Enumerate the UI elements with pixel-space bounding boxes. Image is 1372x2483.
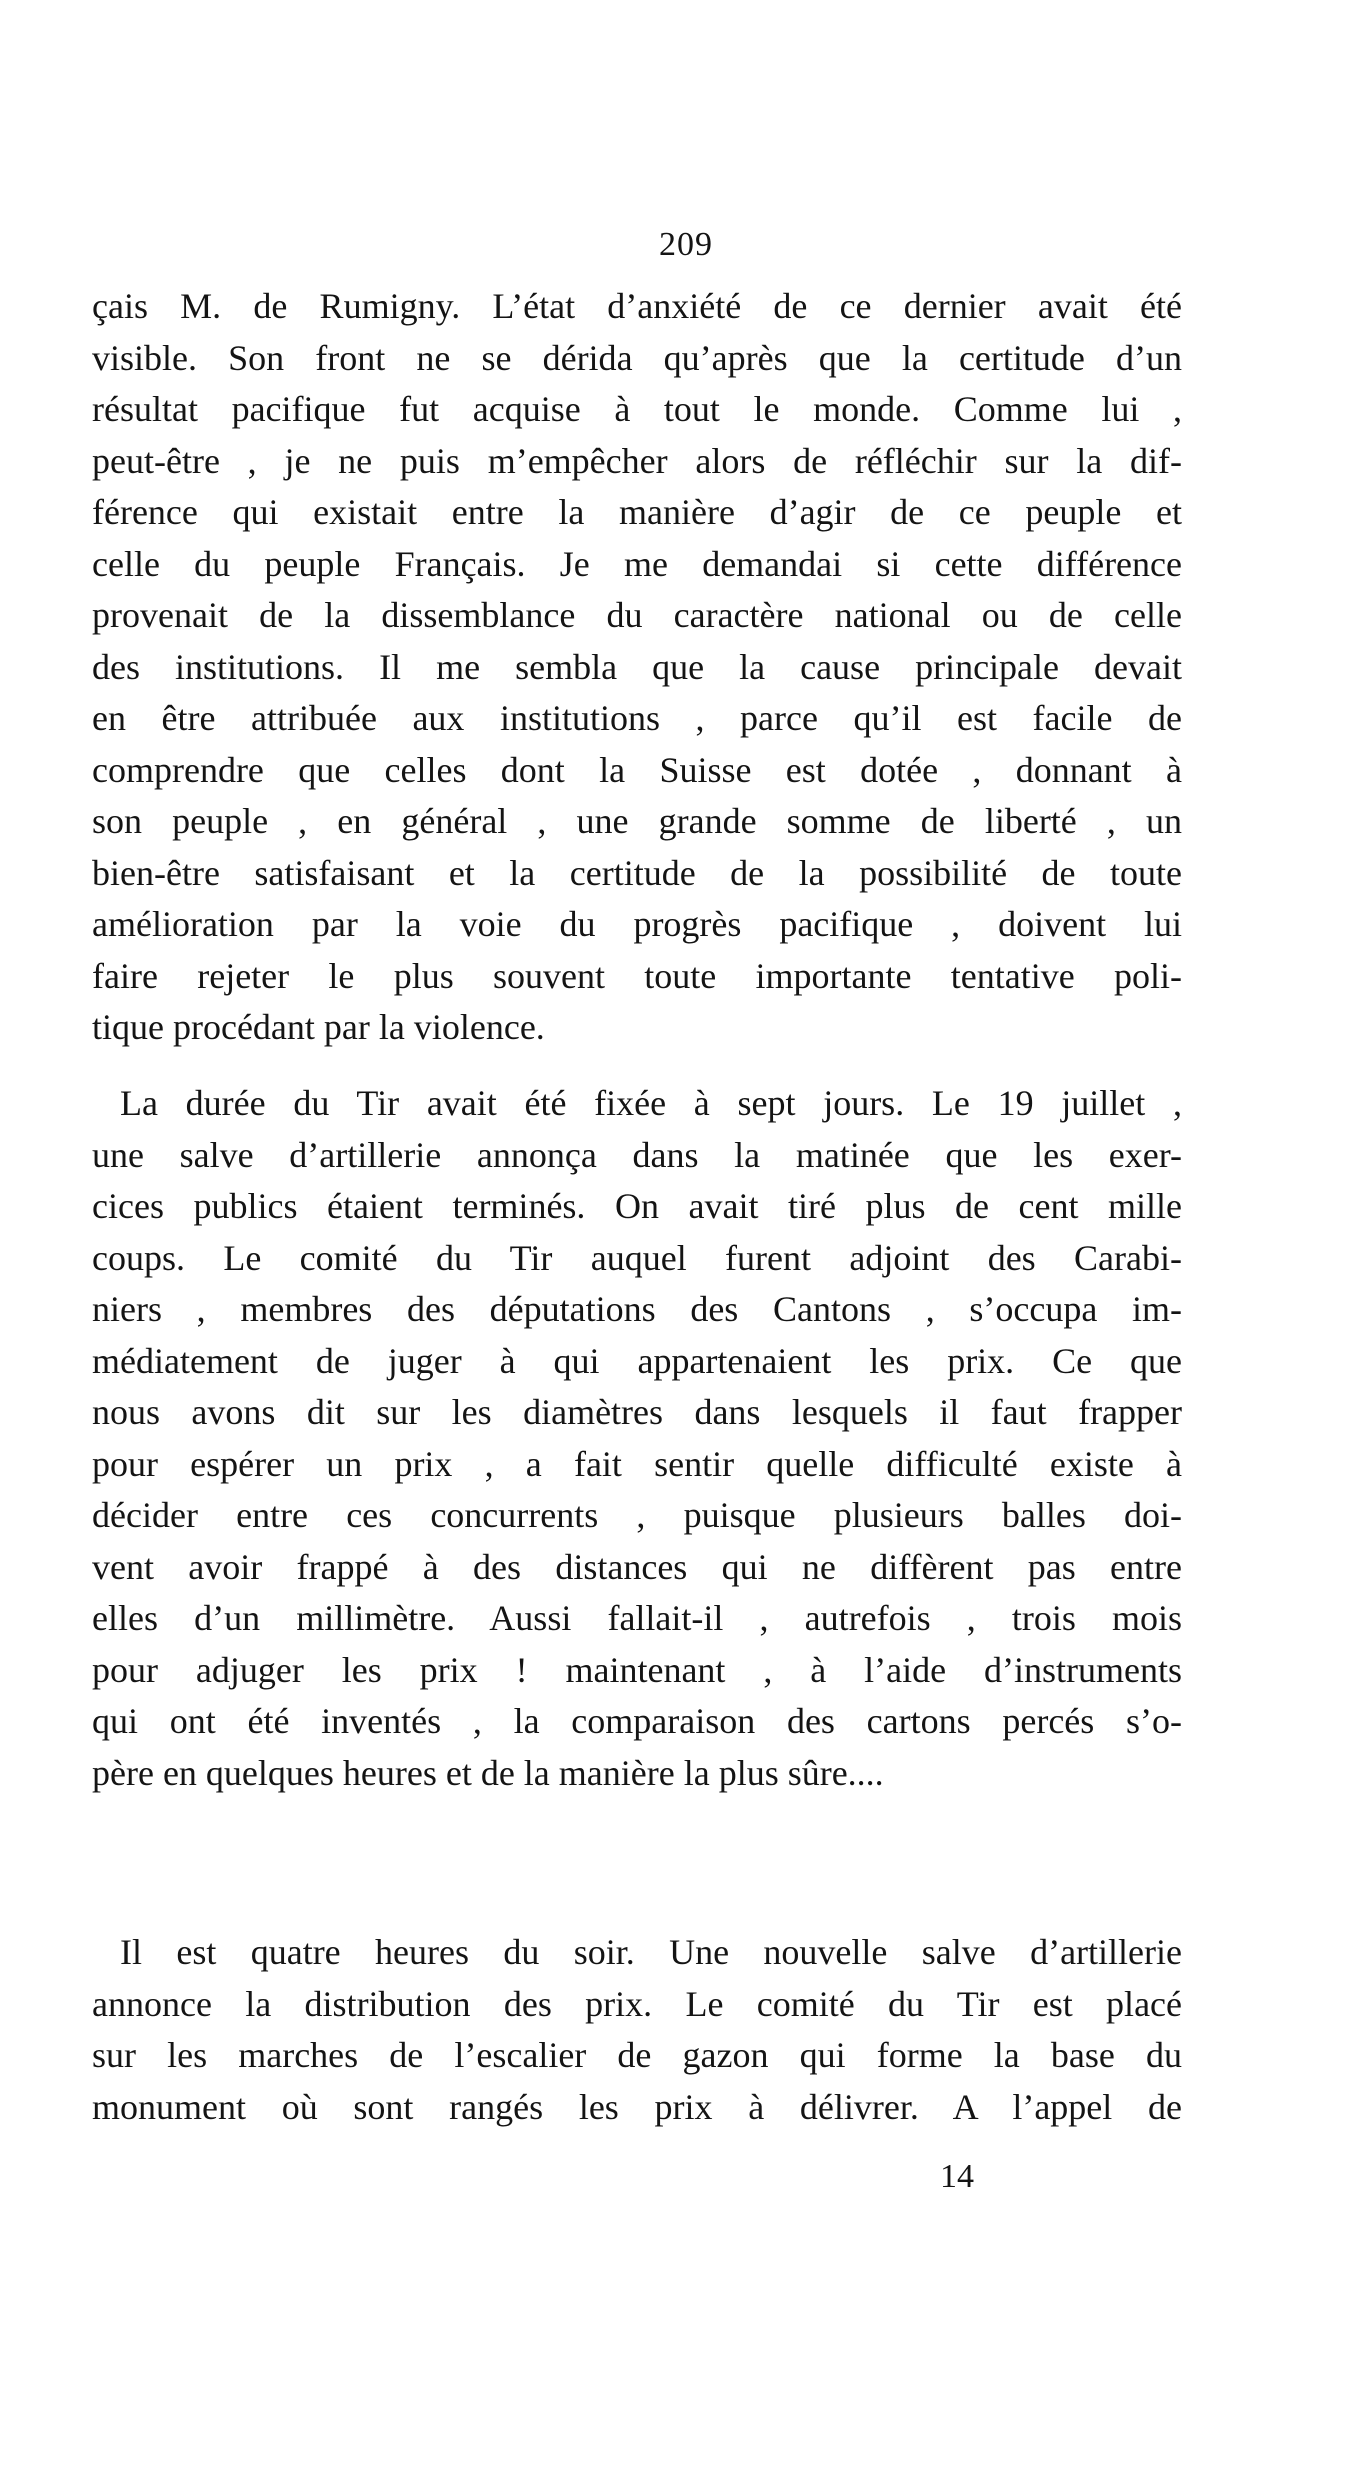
text-line: provenait de la dissemblance du caractère national ou de celle	[92, 595, 1182, 635]
text-line: vent avoir frappé à des distances qui ne diffèrent pas entre	[92, 1546, 1182, 1587]
page-number: 209	[659, 226, 713, 263]
text-line: une salve d’artillerie annonça dans la matinée que les exer-	[92, 1134, 1182, 1175]
text-line: elles d’un millimètre. Aussi fallait-il , autrefois , trois mois	[92, 1598, 1182, 1638]
text-line: qui ont été inventés , la comparaison des cartons percés s’o-	[92, 1701, 1182, 1741]
text-line: visible. Son front ne se dérida qu’après que la certitude d’un	[92, 337, 1182, 378]
text-line: férence qui existait entre la manière d’agir de ce peuple et	[92, 492, 1182, 532]
text-line: niers , membres des députations des Cantons , s’occupa im-	[92, 1289, 1182, 1329]
text-line: annonce la distribution des prix. Le comité du Tir est placé	[92, 1983, 1182, 2024]
text-line: résultat pacifique fut acquise à tout le monde. Comme lui ,	[92, 389, 1182, 429]
paragraph-1	[92, 281, 1182, 1054]
text-line: coups. Le comité du Tir auquel furent adjoint des Carabi-	[92, 1237, 1182, 1278]
text-line: sur les marches de l’escalier de gazon qui forme la base du	[92, 2035, 1182, 2075]
text-line: peut-être , je ne puis m’empêcher alors de réfléchir sur la dif-	[92, 440, 1182, 481]
text-line: cices publics étaient terminés. On avait tiré plus de cent mille	[92, 1186, 1182, 1226]
signature-mark: 14	[940, 2158, 974, 2195]
text-line: monument où sont rangés les prix à délivrer. A l’appel de	[92, 2086, 1182, 2127]
text-line: comprendre que celles dont la Suisse est dotée , donnant à	[92, 749, 1182, 790]
text-line: celle du peuple Français. Je me demandai si cette différence	[92, 543, 1182, 584]
paragraph-2	[92, 1078, 1182, 1799]
text-line: tique procédant par la violence.	[92, 1007, 545, 1047]
text-line: bien-être satisfaisant et la certitude de la possibilité de toute	[92, 852, 1182, 893]
text-line: pour espérer un prix , a fait sentir quelle difficulté existe à	[92, 1443, 1182, 1484]
text-line: décider entre ces concurrents , puisque plusieurs balles doi-	[92, 1495, 1182, 1535]
text-line: Il est quatre heures du soir. Une nouvelle salve d’artillerie	[120, 1932, 1182, 1972]
text-line: médiatement de juger à qui appartenaient les prix. Ce que	[92, 1340, 1182, 1381]
text-line: amélioration par la voie du progrès pacifique , doivent lui	[92, 904, 1182, 944]
text-line: des institutions. Il me sembla que la cause principale devait	[92, 646, 1182, 687]
text-line: son peuple , en général , une grande somme de liberté , un	[92, 801, 1182, 841]
text-line: pour adjuger les prix ! maintenant , à l’aide d’instruments	[92, 1649, 1182, 1690]
text-line: faire rejeter le plus souvent toute importante tentative poli-	[92, 955, 1182, 996]
paragraph-3	[92, 1927, 1182, 2133]
text-line: nous avons dit sur les diamètres dans lesquels il faut frapper	[92, 1392, 1182, 1432]
text-line: père en quelques heures et de la manière la plus sûre....	[92, 1752, 884, 1793]
text-line: en être attribuée aux institutions , parce qu’il est facile de	[92, 698, 1182, 738]
text-line: La durée du Tir avait été fixée à sept jours. Le 19 juillet ,	[120, 1083, 1182, 1123]
text-line: çais M. de Rumigny. L’état d’anxiété de ce dernier avait été	[92, 286, 1182, 326]
